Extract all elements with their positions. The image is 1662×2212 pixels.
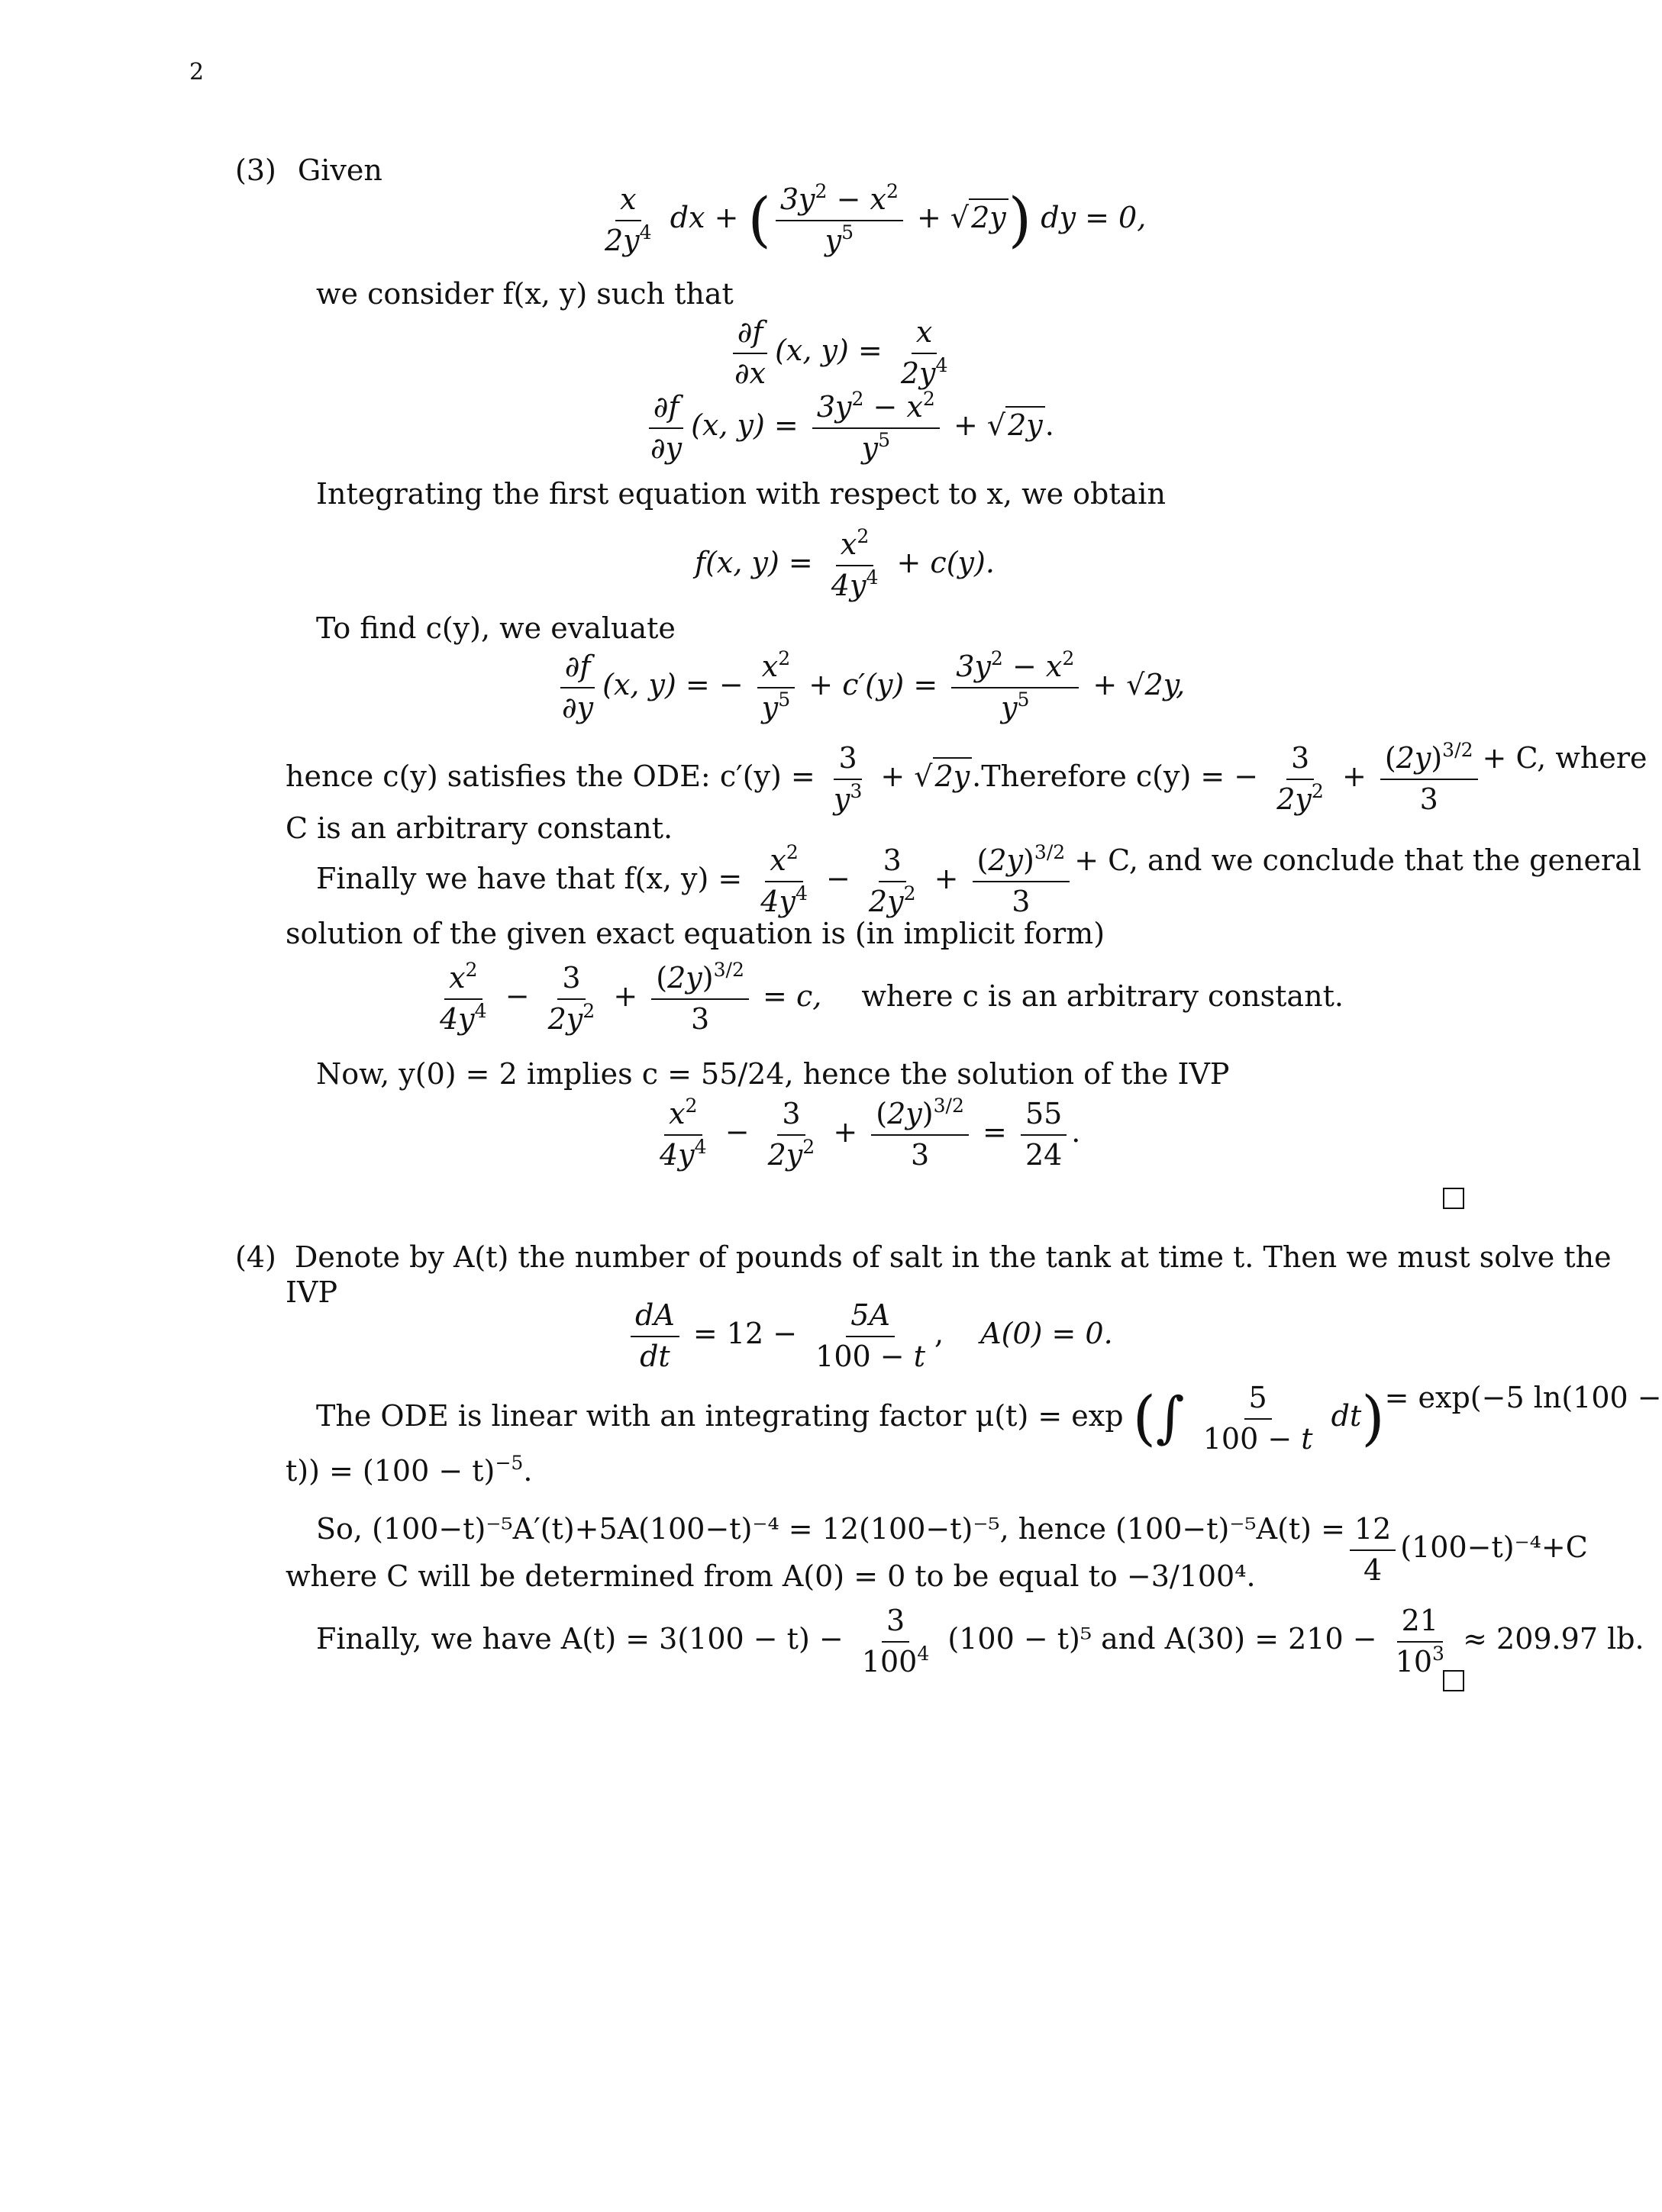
linear-tail-text: = exp(−5 ln(100 − xyxy=(1384,1381,1662,1414)
problem-4-label: (4) xyxy=(235,1240,276,1274)
problem-4-ivp-word: IVP xyxy=(286,1275,338,1309)
hence-text: hence c(y) satisfies the ODE: c′(y) = xyxy=(286,759,815,793)
integrating-text: Integrating the first equation with respect to x, we obtain xyxy=(316,477,1166,511)
conclude-text: + C, and we conclude that the general xyxy=(1074,843,1641,877)
evaluate-tail: + √2y, xyxy=(1092,668,1186,701)
arbitrary-constant-text: C is an arbitrary constant. xyxy=(286,811,673,845)
salt-ode-rhs: = 12 − xyxy=(692,1317,798,1350)
exact-equation-tail: dy = 0, xyxy=(1041,201,1147,234)
ivp-rhs-denominator: 24 xyxy=(1025,1137,1063,1172)
implicit-equation-rhs: = c, xyxy=(763,979,822,1013)
so-tail-text: (100−t)⁻⁴+C xyxy=(1400,1530,1588,1564)
where-c-text: where C will be determined from A(0) = 0 to be equal to −3/100⁴. xyxy=(286,1559,1256,1593)
to-find-text: To find c(y), we evaluate xyxy=(316,611,676,645)
final-c-text: ≈ 209.97 lb. xyxy=(1463,1622,1644,1656)
f-equation: f(x, y) = $\frac{x^2}{4y^4}$ + c(y). xyxy=(695,524,995,602)
so-text: So, (100−t)⁻⁵A′(t)+5A(100−t)⁻⁴ = 12(100−t)⁻⁵, hence (100−t)⁻⁵A(t) = xyxy=(316,1512,1345,1546)
ivp-rhs-numerator: 55 xyxy=(1021,1096,1067,1136)
finally-line: Finally we have that f(x, y) = $\frac{x^2}{4y^4}$ − $\frac{3}{2y^2}$ + $\frac{(2y)^{3/2}}{3}$ + C, and we conclude that the general xyxy=(316,843,1463,920)
so-line: So, (100−t)⁻⁵A′(t)+5A(100−t)⁻⁴ = 12(100−t)⁻⁵, hence (100−t)⁻⁵A(t) = $\frac{12}{4}$ (100−t)⁻⁴+C xyxy=(316,1511,1463,1588)
integrating-factor-cont: $t)) = (100 - t)^{-5}$. xyxy=(286,1451,533,1488)
solution-line-text: solution of the given exact equation is (in implicit form) xyxy=(286,917,1105,950)
exact-equation: $\frac{x}{2y^4}$ dx + ( $\frac{3y^2 - x^2}{y^5}$ + √2y) dy = 0, xyxy=(605,179,1147,257)
f-equation-lhs: f(x, y) = xyxy=(695,546,813,579)
implicit-note: where c is an arbitrary constant. xyxy=(861,979,1344,1013)
problem-3-given: Given xyxy=(297,153,382,187)
integrating-factor-line: The ODE is linear with an integrating factor μ(t) = exp (∫ $\frac{5}{100 - t}$ dt) = exp(−5 ln(100 − xyxy=(316,1380,1463,1457)
salt-ode-initial-condition: A(0) = 0. xyxy=(980,1317,1113,1350)
problem-3-heading xyxy=(235,153,382,189)
page-number: 2 xyxy=(189,59,205,85)
evaluate-equation: $\frac{\partial f}{\partial y}$ (x, y) = − $\frac{x^2}{y^5}$ + c′(y) = $\frac{3y^2 - x^2}{y^5}$ + √2y, xyxy=(553,649,1185,726)
hence-line: hence c(y) satisfies the ODE: c′(y) = $\frac{3}{y^3}$ + √2y. Therefore c(y) = − $\frac{3}{2y^2}$ + $\frac{(2y)^{3/2}}{3}$ + C, where xyxy=(286,740,1463,817)
linear-text: The ODE is linear with an integrating factor μ(t) = exp xyxy=(316,1399,1124,1433)
implicit-solution: $\frac{x^2}{4y^4}$ − $\frac{3}{2y^2}$ + $\frac{(2y)^{3/2}}{3}$ = c, where c is an arbitrary constant. xyxy=(440,958,1344,1036)
consider-text: we consider f(x, y) such that xyxy=(316,277,734,311)
f-equation-tail: + c(y). xyxy=(896,546,995,579)
partial-y-equation: $\frac{\partial f}{\partial y}$ (x, y) = $\frac{3y^2 - x^2}{y^5}$ + √2y. xyxy=(641,389,1054,466)
qed-box xyxy=(1443,1188,1464,1209)
now-text: Now, y(0) = 2 implies c = 55/24, hence the solution of the IVP xyxy=(316,1057,1230,1091)
linear-cont-text: t)) = (100 − t) xyxy=(286,1454,495,1488)
qed-box xyxy=(1443,1670,1464,1691)
evaluate-lhs: (x, y) = − xyxy=(602,668,744,701)
ivp-solution: $\frac{x^2}{4y^4}$ − $\frac{3}{2y^2}$ + $\frac{(2y)^{3/2}}{3}$ = $\frac{55}{24}$ . xyxy=(650,1096,1080,1173)
therefore-text: Therefore c(y) = − xyxy=(981,759,1259,793)
finally-text: Finally we have that f(x, y) = xyxy=(316,862,743,895)
problem-3-label: (3) xyxy=(235,153,276,187)
where-text: + C, where xyxy=(1482,741,1647,775)
final-answer-line: Finally, we have A(t) = 3(100 − t) − $\frac{3}{100^4}$ (100 − t)⁵ and A(30) = 210 − $\frac{21}{10^3}$ ≈ 209.97 lb. xyxy=(316,1604,1644,1678)
problem-4-heading xyxy=(235,1240,1612,1276)
final-b-text: (100 − t)⁵ and A(30) = 210 − xyxy=(947,1622,1377,1656)
partial-x-equation: $\frac{\partial f}{\partial x}$ (x, y) = $\frac{x}{2y^4}$ xyxy=(725,314,957,392)
evaluate-mid: + c′(y) = xyxy=(808,668,938,701)
salt-ode: $\frac{dA}{dt}$ = 12 − $\frac{5A}{100 - t}$ , A(0) = 0. xyxy=(626,1298,1113,1375)
final-a-text: Finally, we have A(t) = 3(100 − t) − xyxy=(316,1622,844,1656)
problem-4-text: Denote by A(t) the number of pounds of salt in the tank at time t. Then we must solve the xyxy=(294,1240,1612,1274)
